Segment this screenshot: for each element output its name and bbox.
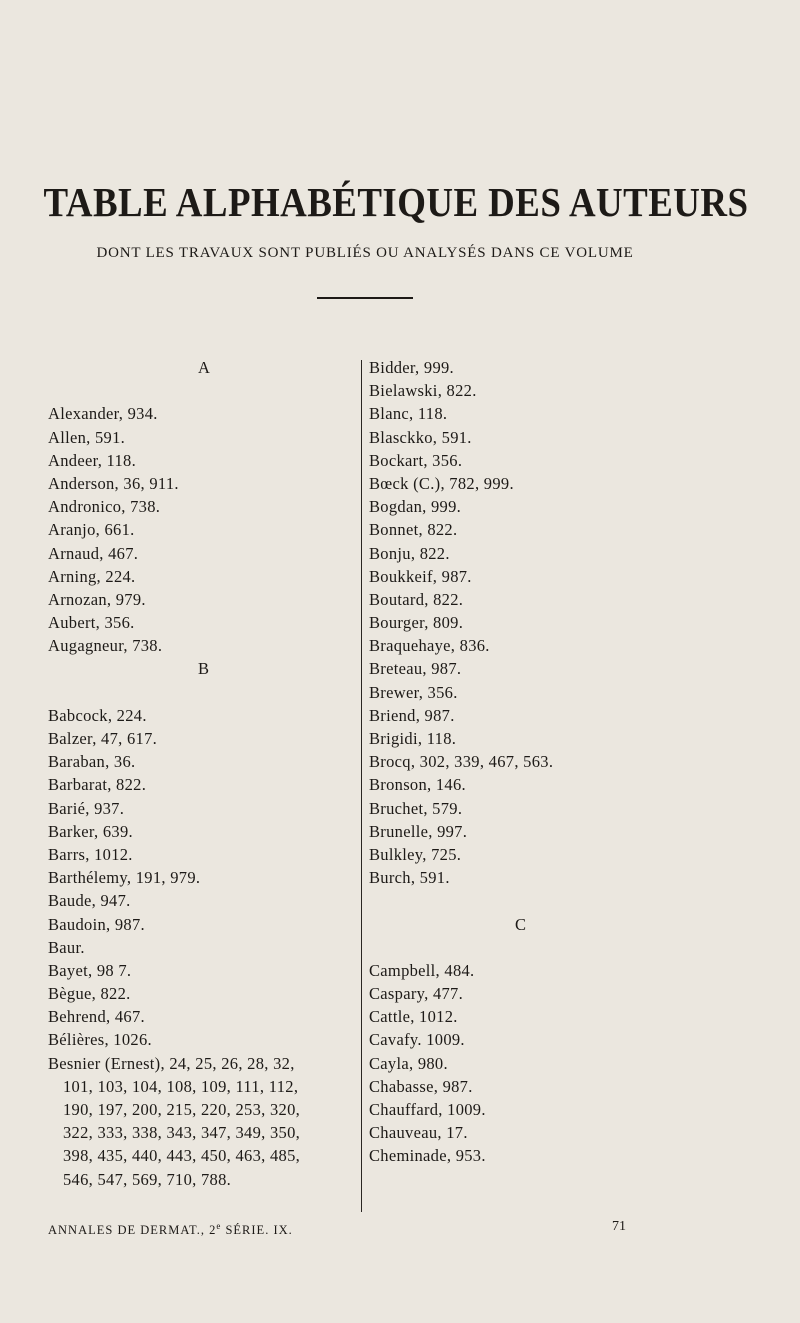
title-rule [317, 297, 413, 299]
left-column [48, 356, 358, 1191]
index-entry: Bronson, 146. [369, 775, 466, 795]
index-entry: Bonnet, 822. [369, 520, 458, 540]
page-number: 71 [612, 1219, 626, 1234]
index-entry: Besnier (Ernest), 24, 25, 26, 28, 32, [48, 1053, 295, 1073]
index-entry: Barrs, 1012. [48, 844, 133, 864]
index-entry: Bègue, 822. [48, 984, 131, 1004]
index-entry: Braquehaye, 836. [369, 636, 490, 656]
index-entry: Chabasse, 987. [369, 1076, 473, 1096]
index-entry-continuation: 101, 103, 104, 108, 109, 111, 112, [63, 1076, 299, 1096]
index-entry: Caspary, 477. [369, 984, 464, 1004]
index-entry: Andronico, 738. [48, 497, 161, 517]
index-entry: Breteau, 987. [369, 659, 462, 679]
index-entry: Aranjo, 661. [48, 520, 135, 540]
index-entry: Cavafy. 1009. [369, 1030, 465, 1050]
index-entry: Blasckko, 591. [369, 427, 472, 447]
index-entry: Burch, 591. [369, 868, 450, 888]
index-entry: Bonju, 822. [369, 543, 450, 563]
index-entry: Brocq, 302, 339, 467, 563. [369, 752, 554, 772]
index-entry: Babcock, 224. [48, 705, 147, 725]
index-entry: Boutard, 822. [369, 589, 464, 609]
index-entry: Bourger, 809. [369, 613, 464, 633]
column-divider [361, 360, 362, 1212]
page-subtitle: DONT LES TRAVAUX SONT PUBLIÉS OU ANALYSÉS DANS CE VOLUME [96, 245, 634, 261]
index-entry: Chauffard, 1009. [369, 1100, 486, 1119]
spacer [48, 379, 358, 402]
index-entry: Arnozan, 979. [48, 589, 146, 609]
index-entry: Baudoin, 987. [48, 914, 145, 934]
index-entry: Boukkeif, 987. [369, 566, 472, 586]
index-entry: Baraban, 36. [48, 752, 136, 772]
index-entry: Bidder, 999. [369, 358, 454, 377]
page-title: TABLE ALPHABÉTIQUE DES AUTEURS [43, 179, 749, 225]
index-entry: Augagneur, 738. [48, 636, 163, 656]
index-entry: Bayet, 98 7. [48, 960, 132, 980]
index-entry: Briend, 987. [369, 705, 455, 725]
section-letter-a: A [198, 358, 210, 377]
index-entry: Balzer, 47, 617. [48, 729, 158, 748]
section-letter-b: B [198, 659, 210, 679]
right-column [369, 356, 769, 1168]
index-entry: Behrend, 467. [48, 1007, 145, 1027]
index-entry: Baude, 947. [48, 891, 131, 911]
footer-journal: ANNALES DE DERMAT., 2 [48, 1223, 217, 1238]
index-entry: Arning, 224. [48, 566, 136, 586]
index-entry: Chauveau, 17. [369, 1123, 468, 1143]
index-entry-continuation: 398, 435, 440, 443, 450, 463, 485, [63, 1146, 301, 1166]
index-entry: Bogdan, 999. [369, 497, 462, 517]
index-entry: Barbarat, 822. [48, 775, 147, 795]
footer-superscript: e [216, 1221, 222, 1231]
index-entry: Cheminade, 953. [369, 1146, 486, 1166]
index-entry-continuation: 190, 197, 200, 215, 220, 253, 320, [63, 1100, 301, 1119]
index-entry: Bielawski, 822. [369, 381, 477, 401]
index-entry: Barié, 937. [48, 798, 125, 818]
section-letter-c: C [515, 914, 527, 934]
index-entry: Barthélemy, 191, 979. [48, 868, 201, 888]
index-entry: Bruchet, 579. [369, 798, 463, 818]
index-entry: Bulkley, 725. [369, 844, 462, 864]
index-entry: Arnaud, 467. [48, 543, 139, 563]
index-entry: Alexander, 934. [48, 404, 158, 424]
spacer [48, 681, 358, 704]
index-entry: Anderson, 36, 911. [48, 473, 179, 493]
spacer [369, 936, 769, 959]
index-entry: Bœck (C.), 782, 999. [369, 473, 514, 493]
journal-footer [48, 1221, 293, 1238]
index-entry: Campbell, 484. [369, 960, 475, 980]
index-entry: Blanc, 118. [369, 404, 448, 424]
index-entry: Aubert, 356. [48, 613, 135, 633]
index-entry: Cattle, 1012. [369, 1007, 458, 1027]
spacer [369, 889, 769, 912]
index-entry: Bockart, 356. [369, 450, 463, 470]
index-entry-continuation: 322, 333, 338, 343, 347, 349, 350, [63, 1123, 301, 1143]
footer-series: SÉRIE. IX. [221, 1223, 293, 1238]
index-entry: Allen, 591. [48, 427, 126, 447]
index-entry: Brigidi, 118. [369, 729, 457, 748]
index-entry: Cayla, 980. [369, 1053, 448, 1073]
index-entry: Baur. [48, 937, 85, 957]
index-entry: Brunelle, 997. [369, 821, 468, 841]
index-entry: Barker, 639. [48, 821, 133, 841]
index-entry-continuation: 546, 547, 569, 710, 788. [63, 1169, 232, 1189]
index-entry: Bélières, 1026. [48, 1030, 152, 1050]
index-entry: Brewer, 356. [369, 682, 458, 702]
index-entry: Andeer, 118. [48, 450, 137, 470]
